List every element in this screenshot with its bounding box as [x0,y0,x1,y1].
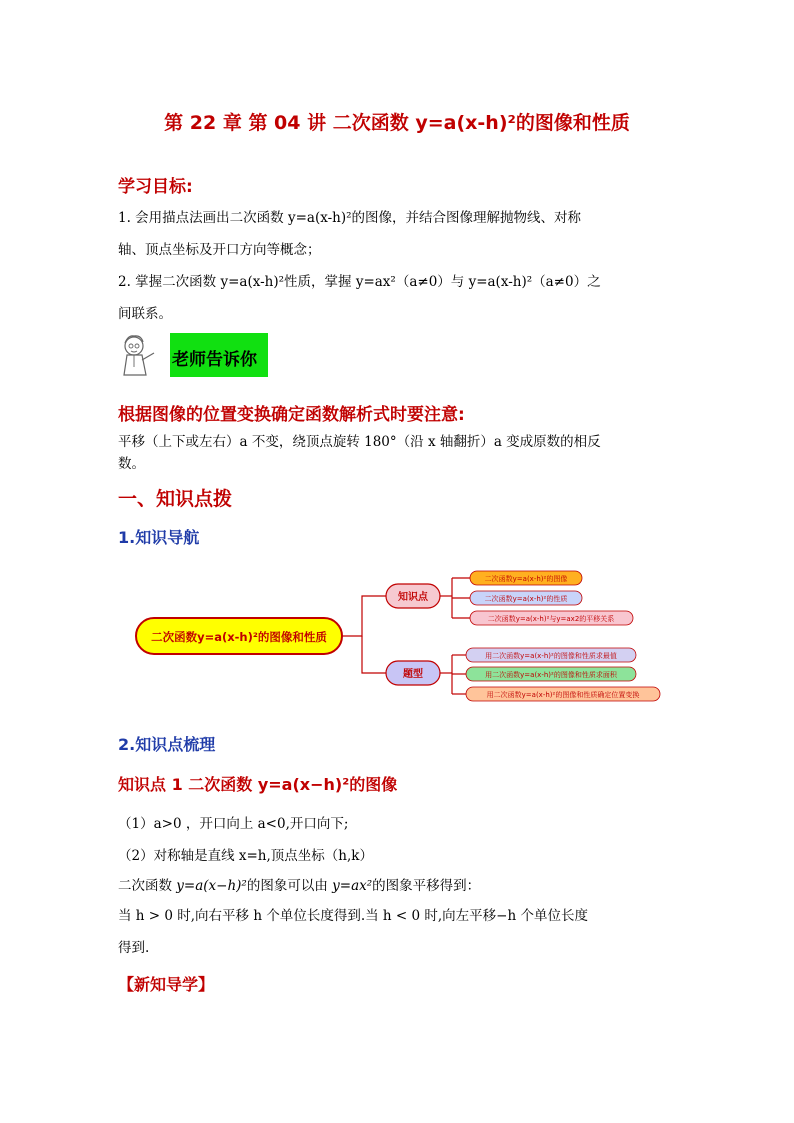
mindmap-branch-question-types-label: 题型 [403,669,423,680]
page-title: 第 22 章 第 04 讲 二次函数 y=a(x-h)²的图像和性质 [164,112,630,134]
kp1-line-3-c: 的图象平移得到： [372,878,481,894]
teacher-tip-label: 老师告诉你 [172,350,257,370]
teacher-illustration [118,333,158,379]
knowledge-nav-heading: 1.知识导航 [118,528,200,547]
kp1-line-5: 得到. [118,940,150,956]
new-knowledge-heading: 【新知导学】 [118,975,215,994]
mindmap-root-label: 二次函数y=a(x-h)²的图像和性质 [151,630,327,644]
note-line-1: 平移（上下或左右）a 不变，绕顶点旋转 180°（沿 x 轴翻折）a 变成原数的相反 [118,434,601,450]
kp1-line-3-a: 二次函数 [118,878,177,894]
mindmap-branch-knowledge-label: 知识点 [398,592,428,603]
objectives-heading: 学习目标: [118,177,193,197]
objective-2-line-1: 2. 掌握二次函数 y=a(x-h)²性质，掌握 y=ax²（a≠0）与 y=a(x-h)²（a≠0）之 [118,274,601,290]
kp1-line-3-b: 的图象可以由 [246,878,333,894]
mindmap-leaf-properties-label: 二次函数y=a(x-h)²的性质 [484,595,568,603]
note-line-2: 数。 [118,456,145,472]
mindmap-leaf-translation-label: 二次函数y=a(x-h)²与y=ax2的平移关系 [487,615,615,623]
mindmap-leaf-position-change-label: 用二次函数y=a(x-h)²的图像和性质确定位置变换 [486,691,640,699]
mindmap-leaf-extremum-label: 用二次函数y=a(x-h)²的图像和性质求最值 [485,652,617,660]
kp1-line-1: （1）a>0 ，开口向上 a<0,开口向下; [118,816,349,832]
note-heading: 根据图像的位置变换确定函数解析式时要注意: [118,405,465,425]
kp1-formula-shifted: y=a(x−h)² [176,878,247,894]
mindmap-leaf-area-label: 用二次函数y=a(x-h)²的图像和性质求面积 [485,671,617,679]
kp1-heading: 知识点 1 二次函数 y=a(x−h)²的图像 [118,775,398,794]
objective-1-line-2: 轴、顶点坐标及开口方向等概念； [118,242,321,258]
kp1-line-3 [118,874,480,894]
section-heading-1: 一、知识点拨 [118,488,233,510]
kp1-formula-base: y=ax² [332,878,373,894]
objective-2-line-2: 间联系。 [118,306,172,322]
kp1-line-2: （2）对称轴是直线 x=h,顶点坐标（h,k） [118,848,373,864]
mindmap-leaf-graph-label: 二次函数y=a(x-h)²的图像 [484,575,568,583]
knowledge-review-heading: 2.知识点梳理 [118,735,216,754]
knowledge-mindmap [0,560,794,710]
objective-1-line-1: 1. 会用描点法画出二次函数 y=a(x-h)²的图像，并结合图像理解抛物线、对称 [118,210,582,226]
kp1-line-4: 当 h > 0 时,向右平移 h 个单位长度得到.当 h < 0 时,向左平移−h 个单位长度 [118,908,588,924]
teacher-tip-box [170,333,268,377]
